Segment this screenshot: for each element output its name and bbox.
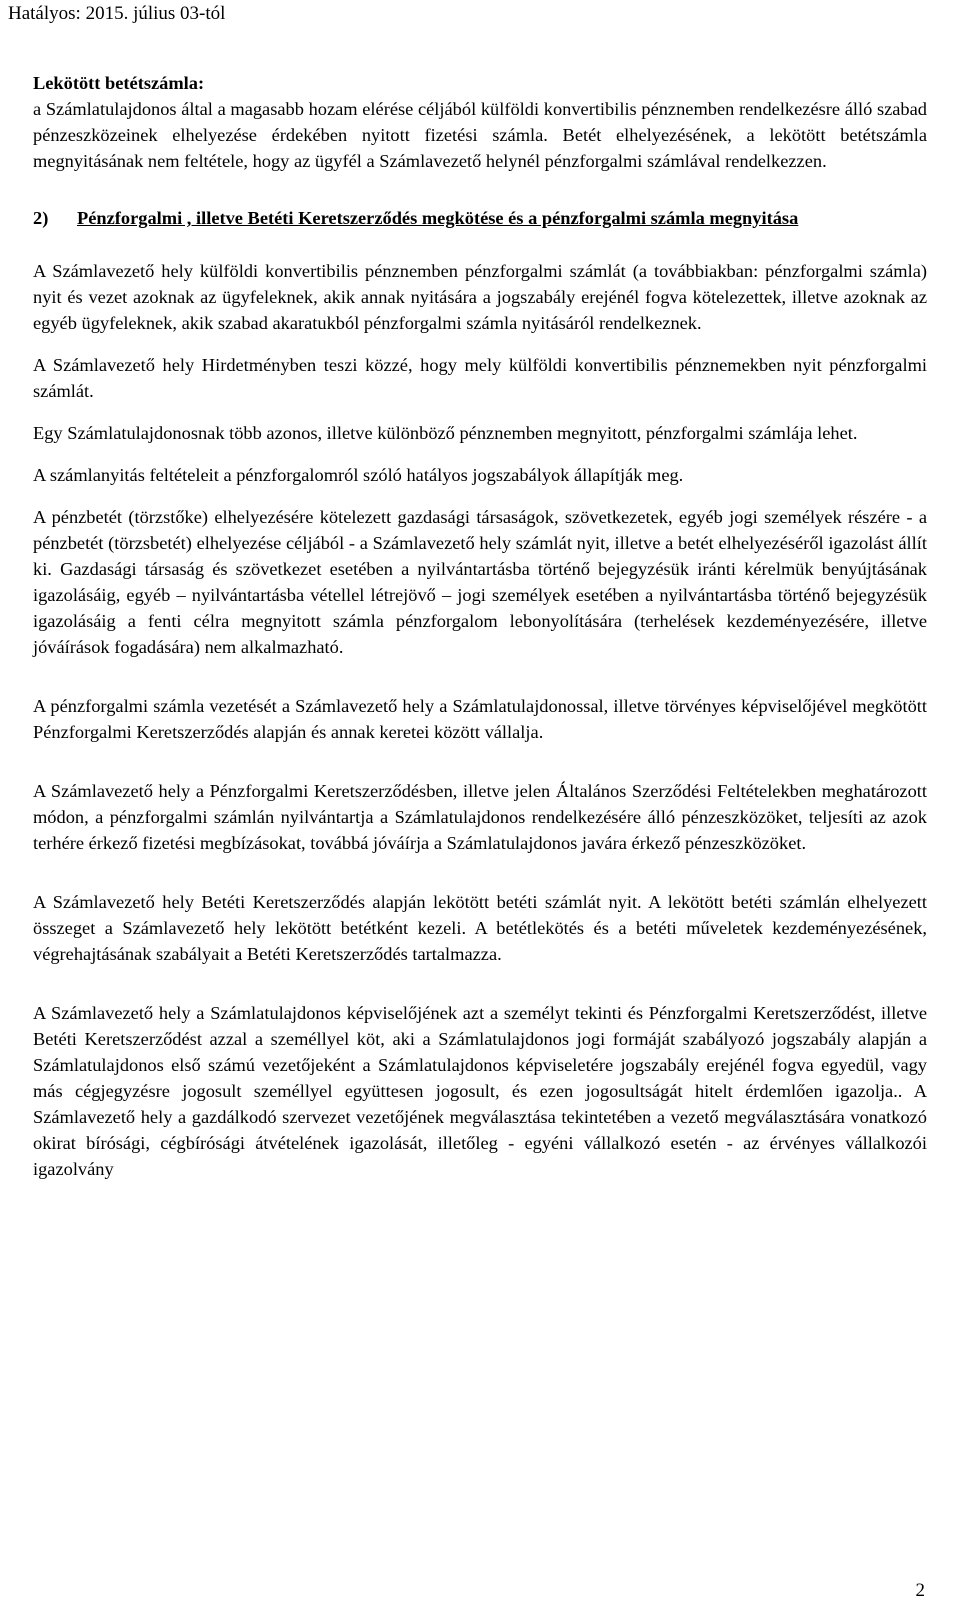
paragraph-6: A pénzforgalmi számla vezetését a Számlavezető hely a Számlatulajdonossal, illetve törvényes képviselőjével megkötött Pénzforgalmi Keretszerződés alapján és annak keretei között vállalja. (33, 696, 927, 742)
document-body (33, 70, 927, 1182)
paragraph-5: A pénzbetét (törzstőke) elhelyezésére kötelezett gazdasági társaságok, szövetkezetek, egyéb jogi személyek részére - a pénzbetét (törzsbetét) elhelyezése céljából - a Számlavezető hely számlát nyit, illetve a betét elhelyezéséről igazolást állít ki. Gazdasági társaság és szövetkezet esetében a nyilvántartásba történő bejegyzésük iránti kérelmük benyújtásának igazolásáig, egyéb – nyilvántartásba vétellel létrejövő – jogi személyek esetében a nyilvántartásba történő bejegyzésük igazolásáig a fenti célra megnyitott számla pénzforgalom lebonyolítására (terhelések kezdeményezésére, illetve jóváírások fogadására) nem alkalmazható. (33, 507, 927, 657)
paragraph-2: A Számlavezető hely Hirdetményben teszi közzé, hogy mely külföldi konvertibilis pénznemekben nyit pénzforgalmi számlát. (33, 355, 927, 401)
intro-title: Lekötött betétszámla: (33, 73, 205, 93)
validity-header: Hatályos: 2015. július 03-tól (8, 3, 226, 24)
paragraph-7: A Számlavezető hely a Pénzforgalmi Keretszerződésben, illetve jelen Általános Szerződési Feltételekben meghatározott módon, a pénzforgalmi számlán nyilvántartja a Számlatulajdonos rendelkezésére álló pénzeszközöket, teljesíti az azok terhére érkező fizetési megbízásokat, továbbá jóváírja a Számlatulajdonos javára érkező pénzeszközöket. (33, 781, 927, 853)
page-number: 2 (915, 1580, 925, 1601)
paragraph-4: A számlanyitás feltételeit a pénzforgalomról szóló hatályos jogszabályok állapítják meg. (33, 465, 684, 485)
section-title: Pénzforgalmi , illetve Betéti Keretszerződés megkötése és a pénzforgalmi számla megnyitása (77, 208, 799, 228)
paragraph-3: Egy Számlatulajdonosnak több azonos, illetve különböző pénznemben megnyitott, pénzforgalmi számlája lehet. (33, 423, 858, 443)
intro-definition: a Számlatulajdonos által a magasabb hozam elérése céljából külföldi konvertibilis pénznemben rendelkezésre álló szabad pénzeszközeinek elhelyezése érdekében nyitott fizetési számla. Betét elhelyezésének, a lekötött betétszámla megnyitásának nem feltétele, hogy az ügyfél a Számlavezető helynél pénzforgalmi számlával rendelkezzen. (33, 99, 927, 171)
paragraph-9: A Számlavezető hely a Számlatulajdonos képviselőjének azt a személyt tekinti és Pénzforgalmi Keretszerződést, illetve Betéti Keretszerződést azzal a személlyel köt, aki a Számlatulajdonos jogi formáját szabályozó jogszabály alapján a Számlatulajdonos első számú vezetőjeként a Számlatulajdonos képviseletére jogszabály erejénél fogva egyedül, vagy más cégjegyzésre jogosult személlyel együttesen jogosult, és ezen jogosultságát hitelt érdemlően igazolja.. A Számlavezető hely a gazdálkodó szervezet vezetőjének megválasztása tekintetében a vezető megválasztására vonatkozó okirat bírósági, cégbírósági átvételének igazolását, illetőleg - egyéni vállalkozó esetén - az érvényes vállalkozói igazolvány (33, 1003, 927, 1179)
section-number: 2) (33, 208, 49, 228)
paragraph-8: A Számlavezető hely Betéti Keretszerződés alapján lekötött betéti számlát nyit. A lekötött betéti számlán elhelyezett összeget a Számlavezető hely lekötött betétként kezeli. A betétlekötés és a betéti műveletek kezdeményezésének, végrehajtásának szabályait a Betéti Keretszerződés tartalmazza. (33, 892, 927, 964)
paragraph-1: A Számlavezető hely külföldi konvertibilis pénznemben pénzforgalmi számlát (a továbbiakban: pénzforgalmi számla) nyit és vezet azoknak az ügyfeleknek, akik annak nyitására a jogszabály erejénél fogva kötelezettek, illetve azoknak az egyéb ügyfeleknek, akik szabad akaratukból pénzforgalmi számla nyitásáról rendelkeznek. (33, 261, 927, 333)
section-heading (33, 205, 927, 231)
